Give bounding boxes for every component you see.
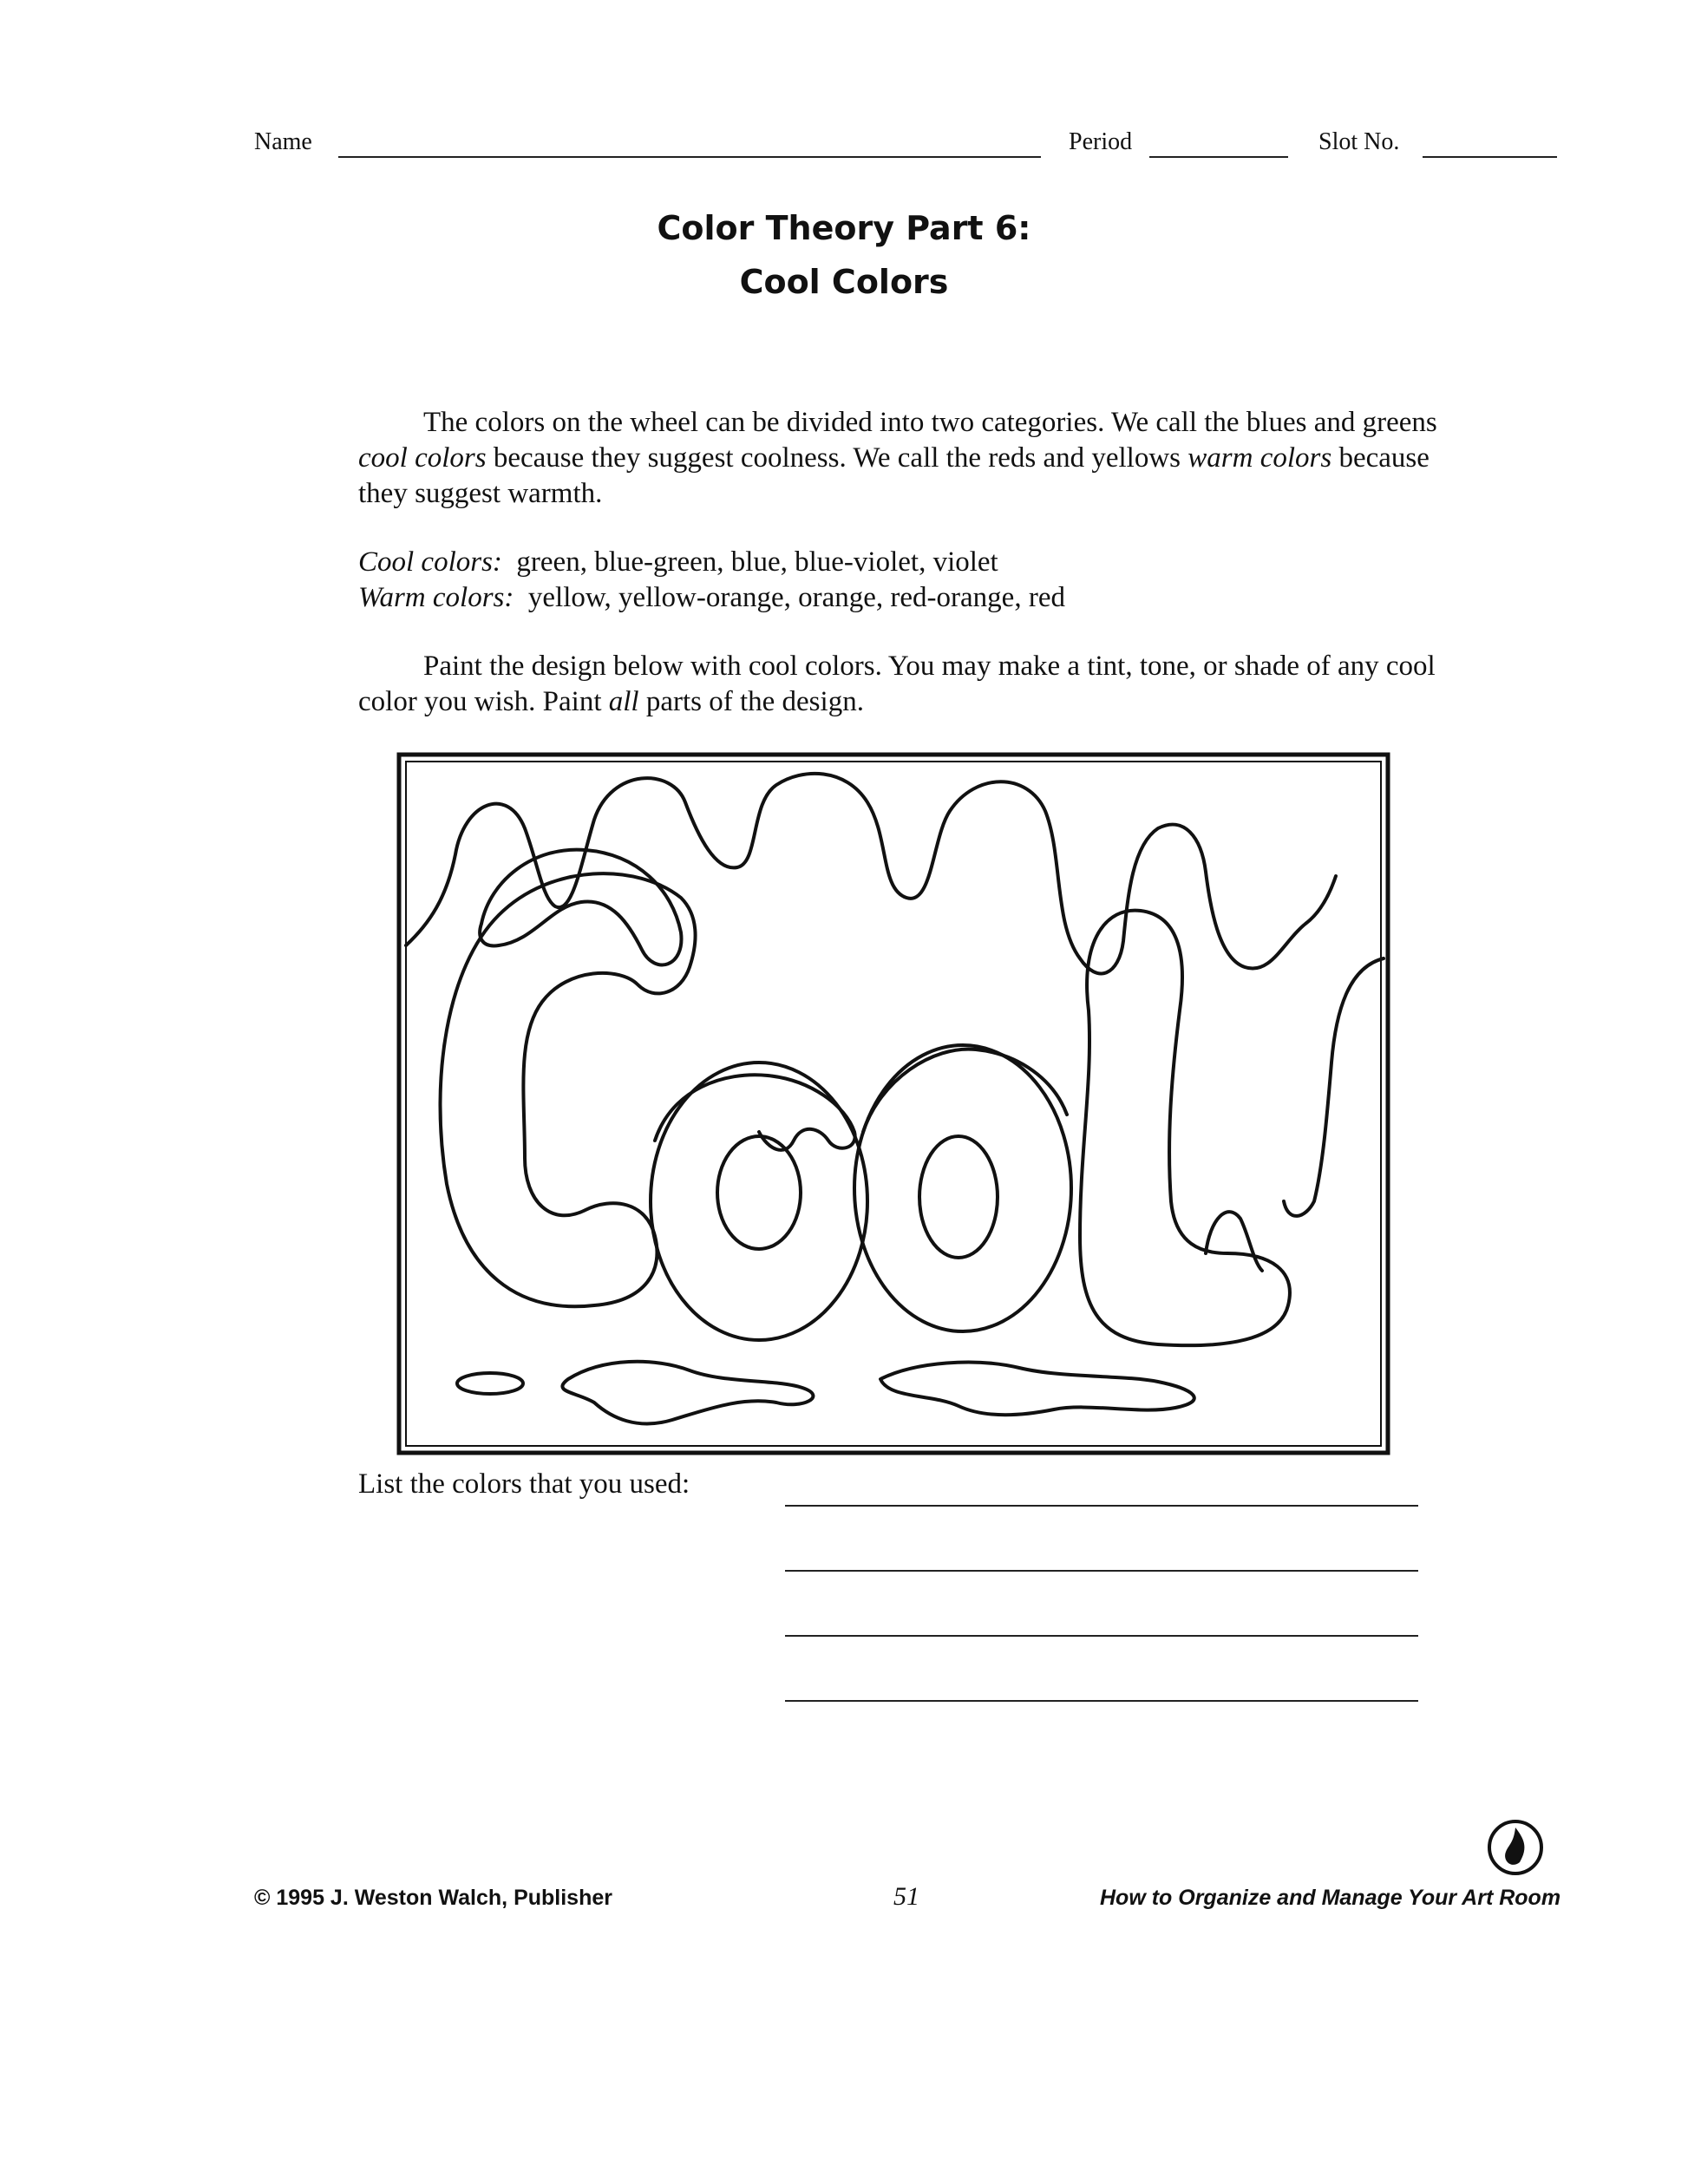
period-field[interactable] xyxy=(1149,156,1288,158)
letter-l xyxy=(1080,911,1290,1346)
letter-c xyxy=(441,873,696,1306)
intro-paragraph: The colors on the wheel can be divided into two categories. We call the blues and greens cool colors because they suggest coolness. We call the reds and yellows warm colors because they suggest warmth. xyxy=(358,407,1437,509)
copyright: © 1995 J. Weston Walch, Publisher xyxy=(254,1886,612,1910)
period-label: Period xyxy=(1069,128,1133,155)
slot-field[interactable] xyxy=(1423,156,1557,158)
puddle-2 xyxy=(562,1362,813,1424)
warm-colors-list: Warm colors: yellow, yellow-orange, orange, red-orange, red xyxy=(358,582,1065,613)
cool-coloring-design[interactable] xyxy=(395,750,1392,1461)
page-number: 51 xyxy=(893,1882,919,1911)
drip-border xyxy=(406,774,1336,974)
slot-label: Slot No. xyxy=(1318,128,1400,155)
answer-line-2[interactable] xyxy=(785,1570,1418,1572)
name-label: Name xyxy=(254,128,312,155)
name-field[interactable] xyxy=(338,156,1041,158)
book-title: How to Organize and Manage Your Art Room xyxy=(1100,1886,1561,1910)
cool-colors-list: Cool colors: green, blue-green, blue, blue-violet, violet xyxy=(358,546,998,578)
page-subtitle: Cool Colors xyxy=(739,263,949,301)
design-frame xyxy=(399,755,1388,1453)
answer-line-4[interactable] xyxy=(785,1700,1418,1702)
answer-line-3[interactable] xyxy=(785,1635,1418,1637)
page-title: Color Theory Part 6: xyxy=(657,209,1031,247)
answer-line-1[interactable] xyxy=(785,1505,1418,1507)
publisher-flame-icon xyxy=(1485,1817,1546,1878)
instructions-paragraph: Paint the design below with cool colors. You may make a tint, tone, or shade of any cool color you wish. Paint all parts of the design. xyxy=(358,651,1436,717)
puddle-1 xyxy=(457,1373,523,1394)
colors-used-prompt: List the colors that you used: xyxy=(358,1468,690,1500)
puddle-3 xyxy=(880,1363,1194,1416)
